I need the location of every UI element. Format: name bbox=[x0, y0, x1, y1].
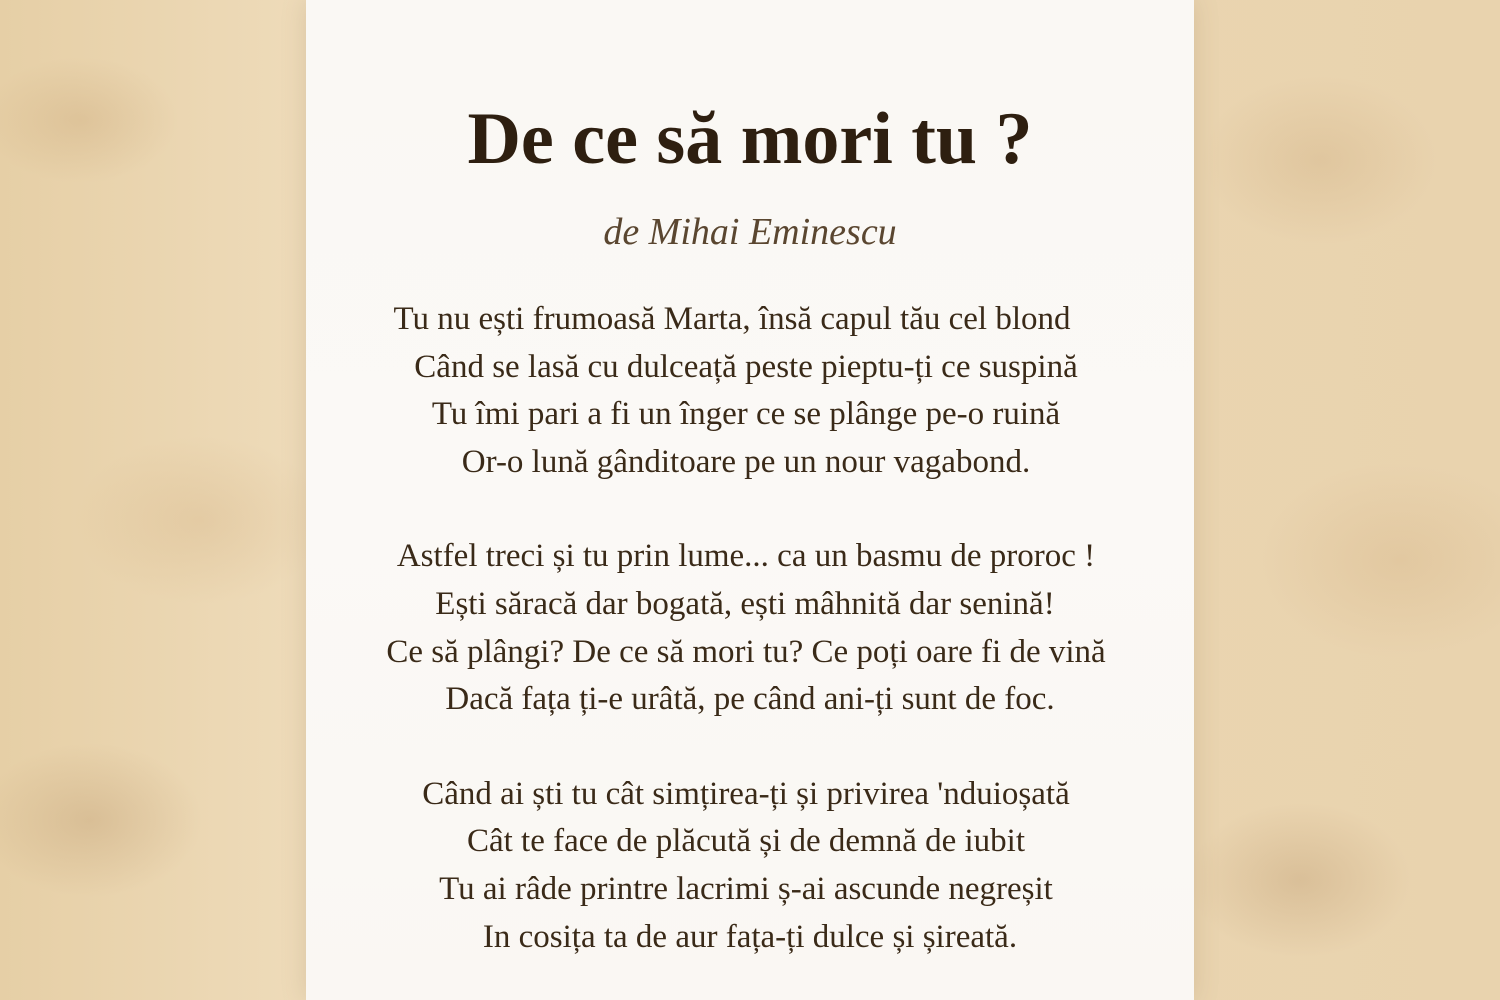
poem-line: Cât te face de plăcută și de demnă de iubit bbox=[466, 823, 1026, 860]
poem-line: Astfel treci și tu prin lume... ca un basmu de proroc ! bbox=[396, 538, 1096, 575]
stanza-2 bbox=[306, 533, 1194, 723]
poem-author: de Mihai Eminescu bbox=[603, 211, 897, 253]
poem-line: Tu îmi pari a fi un înger ce se plânge pe-o ruină bbox=[431, 396, 1061, 433]
poem-line: Când ai ști tu cât simțirea-ți și privirea 'nduioșată bbox=[422, 775, 1070, 812]
poem-title: De ce să mori tu ? bbox=[467, 98, 1033, 180]
poem-line: Dacă fața ți-e urâtă, pe când ani-ți sunt de foc. bbox=[445, 681, 1055, 718]
poem-line: Când se lasă cu dulceață peste pieptu-ți ce suspină bbox=[414, 348, 1078, 385]
stanza-1 bbox=[306, 296, 1194, 486]
poem-line: Tu ai râde printre lacrimi ș-ai ascunde negreșit bbox=[439, 870, 1053, 907]
poem-line: Or-o lună gânditoare pe un nour vagabond. bbox=[461, 443, 1031, 480]
poem-line: In cosița ta de aur fața-ți dulce și șireată. bbox=[482, 918, 1018, 955]
poem-line: Ce să plângi? De ce să mori tu? Ce poți oare fi de vină bbox=[386, 633, 1106, 670]
poem-line: Ești săracă dar bogată, ești mâhnită dar senină! bbox=[435, 585, 1055, 622]
poem-line: Tu nu ești frumoasă Marta, însă capul tău cel blond bbox=[393, 301, 1071, 337]
stanza-3 bbox=[306, 771, 1194, 961]
poem-body bbox=[306, 296, 1194, 961]
poem-page bbox=[306, 0, 1194, 1000]
